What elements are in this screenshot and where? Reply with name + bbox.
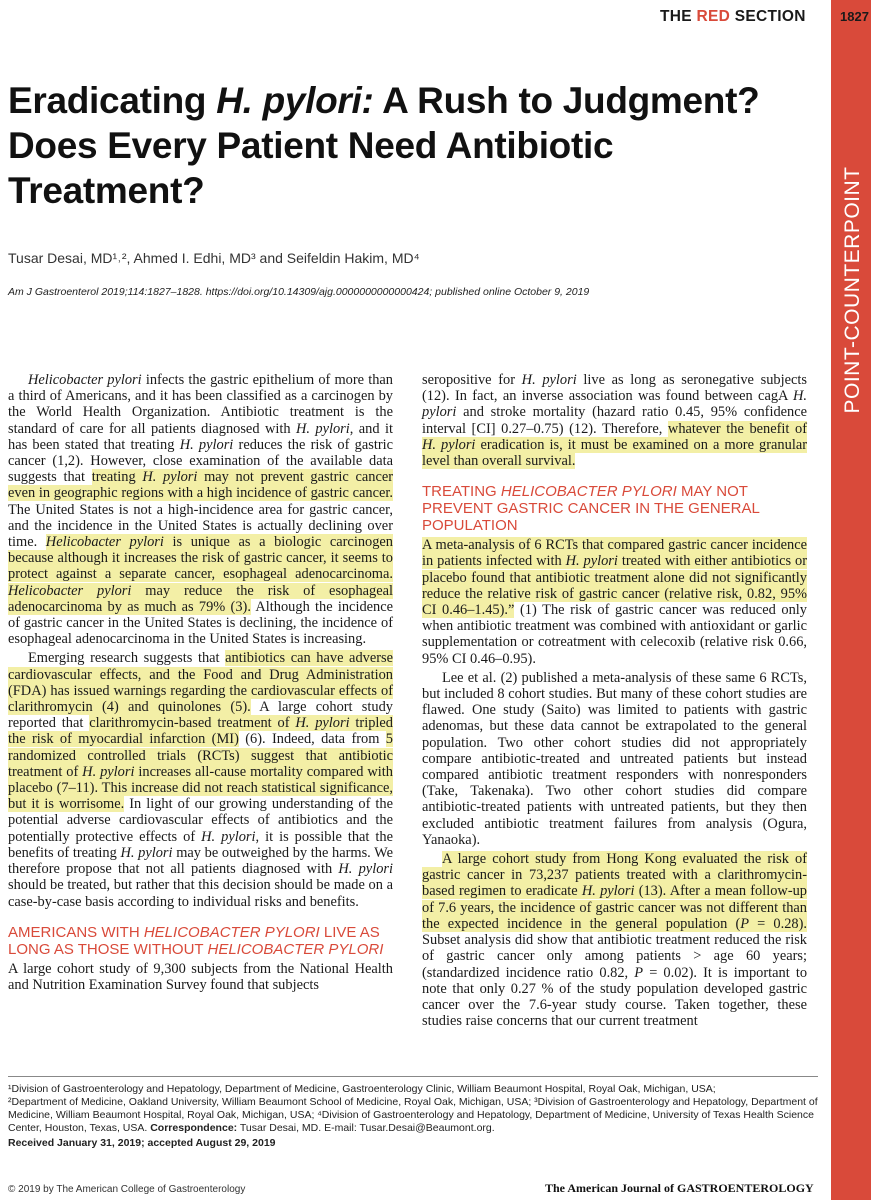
article-title [8,78,808,213]
title-part-2: A Rush to Judgment? Does Every Patient Need Antibiotic Treatment? [8,80,760,211]
highlight: A meta-analysis of 6 RCTs that compared gastric cancer incidence in patients infected with H. pylori treated with either antibiotics or placebo found that antibiotic treatment alone did not significantly reduce the relative risk of gastric cancer (relative risk, 0.82, 95% CI 0.46–1.45).” [422,537,807,619]
footnotes [8,1083,820,1150]
highlight: antibiotics can have adverse cardiovascular effects, and the Food and Drug Administration (FDA) has issued warnings regarding the cardiovascular effects of clarithromycin (4) and quinolones (5). [8,650,393,716]
section-tag [660,8,806,26]
section-tag-post: SECTION [730,8,806,25]
right-column [422,372,807,1029]
section-tag-red: RED [696,8,731,25]
paragraph: A meta-analysis of 6 RCTs that compared gastric cancer incidence in patients infected with H. pylori treated with either antibiotics or placebo found that antibiotic treatment alone did not significantly reduce the relative risk of gastric cancer (relative risk, 0.82, 95% CI 0.46–1.45).” (1) The risk of gastric cancer was reduced only when antibiotic treatment was combined with antioxidant or garlic supplementation or cotreatment with celecoxib (relative risk 0.66, 95% CI 0.46–0.95). [422,537,807,667]
footnote-divider [8,1076,818,1077]
section-side-label [833,140,871,440]
paragraph: A large cohort study from Hong Kong evaluated the risk of gastric cancer in 73,237 patients treated with a clarithromycin-based regimen to eradicate H. pylori (13). After a mean follow-up of 7.6 years, the incidence of gastric cancer was not different than the expected incidence in the general population (P = 0.28). Subset analysis did show that antibiotic treatment reduced the risk of gastric cancer only among patients > age 60 years; (standardized incidence ratio 0.82, P = 0.02). It is important to note that only 0.27 % of the study population developed gastric cancer over the 7.6-year study course. Taken together, these studies raise concerns that our current treatment [422,851,808,1030]
title-italic: H. pylori: [216,80,374,121]
citation-line: Am J Gastroenterol 2019;114:1827–1828. https://doi.org/10.14309/ajg.0000000000000424; published online October 9, 2019 [8,286,590,298]
left-column [8,372,393,993]
paragraph: Helicobacter pylori infects the gastric epithelium of more than a third of Americans, and it has been classified as a carcinogen by the World Health Organization. Antibiotic treatment is the standard of care for all patients diagnosed with H. pylori, and it has been stated that treating H. pylori reduces the risk of gastric cancer (1,2). However, close examination of the available data suggests that treating H. pylori may not prevent gastric cancer even in geographic regions with a high incidence of gastric cancer. The United States is not a high-incidence area for gastric cancer, and the incidence in the United States is actually declining over time. Helicobacter pylori is unique as a biologic carcinogen because although it increases the risk of gastric cancer, it seems to protect against a separate cancer, esophageal adenocarcinoma. Helicobacter pylori may reduce the risk of esophageal adenocarcinoma by as much as 79% (3). Although the incidence of gastric cancer in the United States is declining, the incidence of esophageal adenocarcinoma in the United States is increasing. [8,372,394,648]
page-number: 1827 [840,9,869,24]
paragraph: Lee et al. (2) published a meta-analysis of these same 6 RCTs, but included 8 cohort studies. But many of these cohort studies are flawed. One study (Saito) was limited to patients with gastric adenomas, but these data cannot be extrapolated to the general population. Two other cohort studies did not appropriately compare antibiotic-treated and untreated patients but instead compared antibiotic treatment responders with nonresponders (Take, Takenaka). Two other cohort studies did compare antibiotic-treated patients with untreated patients, but they then excluded antibiotic treatment failures from analysis (Ogura, Yanaoka). [422,669,807,848]
correspondence-label: Correspondence: [150,1122,238,1134]
highlight: Helicobacter pylori is unique as a biologic carcinogen because although it increases the risk of gastric cancer, it seems to protect against a separate cancer, esophageal adenocarcinoma. Helicobacter pylori may reduce the risk of esophageal adenocarcinoma by as much as 79% (3). [8,534,393,615]
affiliation-1: ¹Division of Gastroenterology and Hepatology, Department of Medicine, Gastroenterology Clinic, William Beaumont Hospital, Royal Oak, Michigan, USA; [8,1083,716,1095]
journal-name: The American Journal of GASTROENTEROLOGY [545,1181,814,1195]
paragraph: seropositive for H. pylori live as long as seronegative subjects (12). In fact, an inverse association was found between cagA H. pylori and stroke mortality (hazard ratio 0.45, 95% confidence interval [CI] 0.27–0.75) (12). Therefore, whatever the benefit of H. pylori eradication is, it must be examined on a more granular level than overall survival. [422,372,807,470]
title-part-1: Eradicating [8,80,217,121]
section-tag-pre: THE [660,8,697,25]
section-heading: TREATING HELICOBACTER PYLORI MAY NOT PREVENT GASTRIC CANCER IN THE GENERAL POPULATION [422,483,760,535]
correspondence-text: Tusar Desai, MD. E-mail: Tusar.Desai@Beaumont.org. [237,1122,495,1134]
copyright: © 2019 by The American College of Gastroenterology [8,1184,246,1195]
author-list: Tusar Desai, MD¹˒², Ahmed I. Edhi, MD³ and Seifeldin Hakim, MD⁴ [8,250,420,266]
highlight: whatever the benefit of H. pylori eradication is, it must be examined on a more granular level than overall survival. [422,420,807,470]
highlight: A large cohort study from Hong Kong evaluated the risk of gastric cancer in 73,237 patients treated with a clarithromycin-based regimen to eradicate H. pylori (13). After a mean follow-up of 7.6 years, the incidence of gastric cancer was not different than the expected incidence in the general population (P = 0.28). [422,851,808,932]
paragraph: A large cohort study of 9,300 subjects from the National Health and Nutrition Examination Survey found that subjects [8,960,393,993]
highlight: clarithromycin-based treatment of H. pylori tripled the risk of myocardial infarction (MI) [8,715,393,748]
highlight: treating H. pylori may not prevent gastric cancer even in geographic regions with a high incidence of gastric cancer. [8,469,394,502]
section-heading: AMERICANS WITH HELICOBACTER PYLORI LIVE AS LONG AS THOSE WITHOUT HELICOBACTER PYLORI [8,923,384,958]
paragraph: Emerging research suggests that antibiotics can have adverse cardiovascular effects, and the Food and Drug Administration (FDA) has issued warnings regarding the cardiovascular effects of clarithromycin (4) and quinolones (5). A large cohort study reported that clarithromycin-based treatment of H. pylori tripled the risk of myocardial infarction (MI) (6). Indeed, data from 5 randomized controlled trials (RCTs) suggest that antibiotic treatment of H. pylori increases all-cause mortality compared with placebo (7–11). This increase did not reach statistical significance, but it is worrisome. In light of our growing understanding of the potential adverse cardiovascular effects of antibiotics and the potentially protective effects of H. pylori, it is possible that the benefits of treating H. pylori may be outweighed by the harms. We therefore propose that not all patients diagnosed with H. pylori should be treated, but rather that this decision should be made on a case-by-case basis according to individual risks and benefits. [8,650,394,910]
side-label-text: POINT-COUNTERPOINT [841,166,864,414]
highlight: 5 randomized controlled trials (RCTs) suggest that antibiotic treatment of H. pylori increases all-cause mortality compared with placebo (7–11). This increase did not reach statistical significance, but it is worrisome. [8,731,394,813]
received-dates: Received January 31, 2019; accepted August 29, 2019 [8,1137,276,1149]
affiliation-2: ²Department of Medicine, Oakland University, William Beaumont School of Medicine, Royal Oak, Michigan, USA; ³Division of Gastroenterology and Hepatology, Department of Medicine, William Beaumont Hospital, Royal Oak, Michigan, USA; ⁴Division of Gastroenterology and Hepatology, Department of Medicine, University of Texas Health Science Center, Houston, Texas, USA. Correspondence: Tusar Desai, MD. E-mail: Tusar.Desai@Beaumont.org. [8,1096,818,1134]
